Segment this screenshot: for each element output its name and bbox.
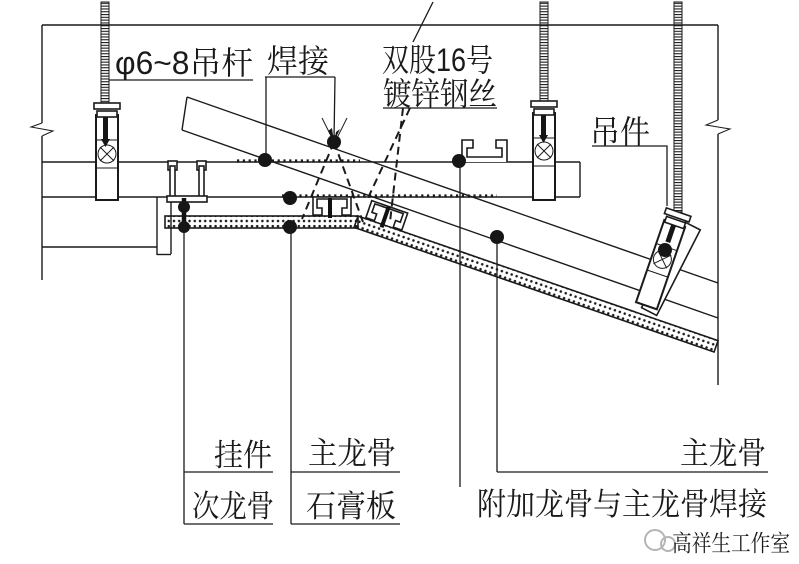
label-welding: 焊接 (267, 43, 330, 79)
wire-end-right (338, 118, 347, 136)
hanger-left (94, 2, 120, 200)
threaded-rod-left (101, 2, 109, 103)
weld-dot (283, 191, 297, 205)
hat-channel-profile (462, 140, 507, 162)
left-break-symbol (31, 123, 53, 136)
watermark (645, 530, 790, 556)
leader-wire-top (413, 2, 433, 42)
nut-plate-middle-2 (534, 109, 554, 115)
hanger-middle (531, 2, 557, 200)
wire-x-line1 (368, 108, 410, 198)
weld-dot (283, 220, 297, 234)
bolt-left (103, 117, 108, 139)
label-additional-keel-weld: 附加龙骨与主龙骨焊接 (477, 487, 768, 522)
nut-plate-left-2 (97, 111, 117, 117)
nut-plate-left-1 (94, 103, 120, 109)
nut-plate-middle-1 (531, 101, 557, 107)
screw-sloped (382, 207, 389, 228)
leader-hanger-label (592, 146, 667, 206)
weld-dot (658, 243, 672, 257)
label-main-keel-sloped: 主龙骨 (680, 436, 766, 471)
threaded-rod-right (674, 2, 682, 212)
label-hanger: 吊件 (590, 114, 650, 150)
label-gypsum-board: 石膏板 (306, 489, 396, 524)
clip-wall-right (199, 166, 204, 198)
flat-main-keel (42, 162, 580, 197)
label-wire-line1: 双股16号 (382, 42, 493, 78)
weld-dot (178, 201, 190, 213)
leader-weld-right (334, 77, 335, 140)
wall-edge-detail (42, 197, 171, 255)
sloped-keel-end-cap (182, 97, 187, 130)
bolt-middle (541, 115, 546, 135)
label-secondary-keel: 次龙骨 (192, 489, 274, 524)
label-main-keel-flat: 主龙骨 (308, 436, 396, 471)
label-hanger-rod: φ6~8吊杆 (115, 45, 253, 81)
right-break-symbol (706, 120, 730, 134)
watermark-text: 高祥生工作室 (672, 530, 790, 556)
threaded-rod-middle (540, 2, 548, 102)
additional-keel-channel (462, 140, 507, 162)
secondary-keel-flat (313, 197, 351, 218)
label-wire-line2: 镀锌钢丝 (383, 76, 497, 112)
clip-bottom-plate (167, 196, 207, 202)
weld-dot (452, 154, 466, 168)
label-clip: 挂件 (214, 438, 272, 473)
clip-wall-left (170, 166, 175, 198)
weld-dot (258, 153, 272, 167)
